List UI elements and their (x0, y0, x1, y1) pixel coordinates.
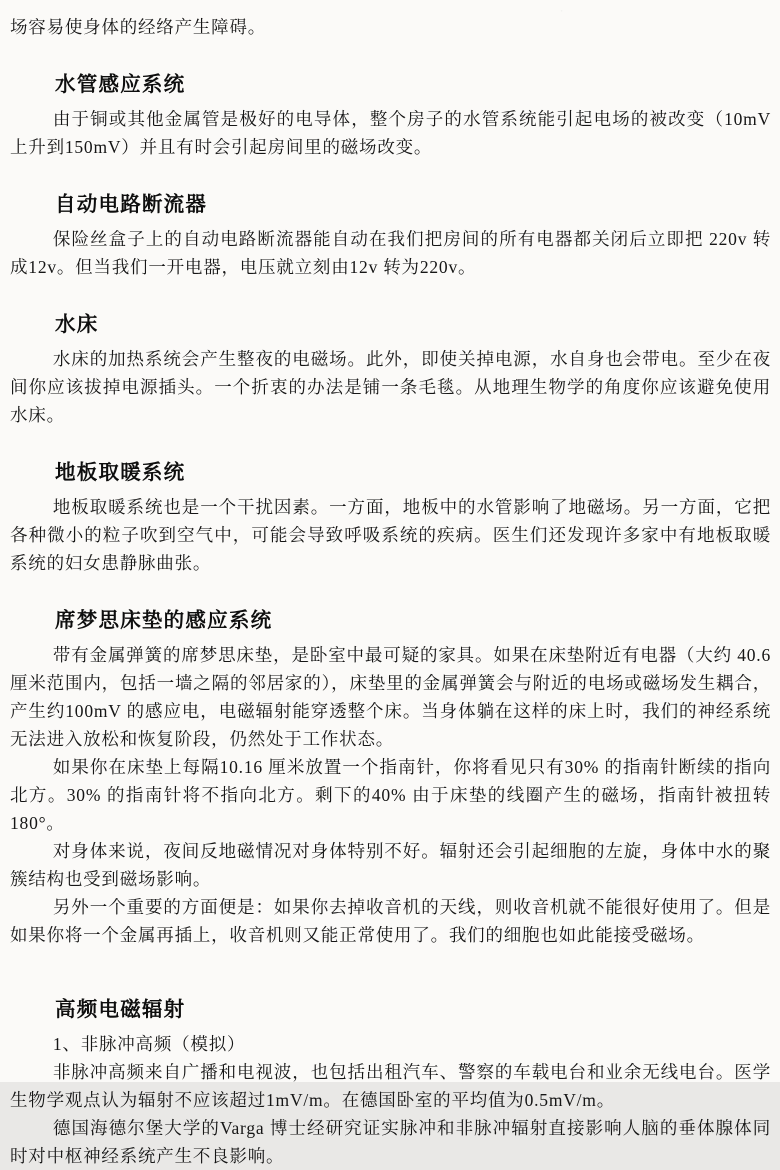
section-heading: 席梦思床垫的感应系统 (55, 609, 273, 632)
paragraph: 保险丝盒子上的自动电路断流器能自动在我们把房间的所有电器都关闭后立即把 220v 转成12v。但当我们一开电器，电压就立刻由12v 转为220v。 (10, 229, 771, 277)
section-high-frequency-radiation (10, 997, 771, 1170)
section-gap (10, 161, 771, 192)
section-heading: 高频电磁辐射 (55, 998, 186, 1021)
section-gap (10, 577, 771, 608)
section-circuit-breaker (10, 192, 771, 281)
paragraph: 另外一个重要的方面便是：如果你去掉收音机的天线，则收音机就不能很好使用了。但是如果你将一个金属再插上，收音机则又能正常使用了。我们的细胞也如此能接受磁场。 (10, 897, 771, 945)
section-gap (10, 949, 771, 997)
paragraph: 如果你在床垫上每隔10.16 厘米放置一个指南针，你将看见只有30% 的指南针断续的指向北方。30% 的指南针将不指向北方。剩下的40% 由于床垫的线圈产生的磁场，指南针被扭转180°。 (10, 757, 771, 833)
paragraph: 由于铜或其他金属管是极好的电导体，整个房子的水管系统能引起电场的被改变（10mV 上升到150mV）并且有时会引起房间里的磁场改变。 (10, 109, 771, 157)
paragraph: 带有金属弹簧的席梦思床垫，是卧室中最可疑的家具。如果在床垫附近有电器（大约 40.6 厘米范围内，包括一墙之隔的邻居家的），床垫里的金属弹簧会与附近的电场或磁场发生耦合，产生约100mV 的感应电，电磁辐射能穿透整个床。当身体躺在这样的床上时，我们的神经系统无法进入放松和恢复阶段，仍然处于工作状态。 (10, 645, 771, 749)
paragraph: 德国海德尔堡大学的Varga 博士经研究证实脉冲和非脉冲辐射直接影响人脑的垂体腺体同时对中枢神经系统产生不良影响。 (10, 1118, 771, 1166)
section-waterbed (10, 312, 771, 429)
section-floor-heating (10, 460, 771, 577)
section-gap (10, 429, 771, 460)
section-heading: 地板取暖系统 (55, 461, 186, 484)
section-heading: 水床 (55, 313, 99, 336)
paragraph: 水床的加热系统会产生整夜的电磁场。此外，即使关掉电源，水自身也会带电。至少在夜间你应该拔掉电源插头。一个折衷的办法是铺一条毛毯。从地理生物学的角度你应该避免使用水床。 (10, 349, 771, 425)
section-heading: 自动电路断流器 (55, 193, 208, 216)
carryover-paragraph-line: 场容易使身体的经络产生障碍。 (10, 17, 267, 37)
paragraph: 对身体来说，夜间反地磁情况对身体特别不好。辐射还会引起细胞的左旋，身体中水的聚簇结构也受到磁场影响。 (10, 841, 771, 889)
section-water-pipes (10, 72, 771, 161)
section-gap (10, 41, 771, 72)
section-spring-mattress (10, 608, 771, 949)
list-item-non-pulsed-hf: 1、非脉冲高频（模拟） (52, 1034, 246, 1054)
paragraph: 非脉冲高频来自广播和电视波，也包括出租汽车、警察的车载电台和业余无线电台。医学生物学观点认为辐射不应该超过1mV/m。在德国卧室的平均值为0.5mV/m。 (10, 1062, 771, 1110)
section-gap (10, 281, 771, 312)
paragraph: 地板取暖系统也是一个干扰因素。一方面，地板中的水管影响了地磁场。另一方面，它把各种微小的粒子吹到空气中，可能会导致呼吸系统的疾病。医生们还发现许多家中有地板取暖系统的妇女患静脉曲张。 (10, 497, 771, 573)
section-heading: 水管感应系统 (55, 73, 186, 96)
